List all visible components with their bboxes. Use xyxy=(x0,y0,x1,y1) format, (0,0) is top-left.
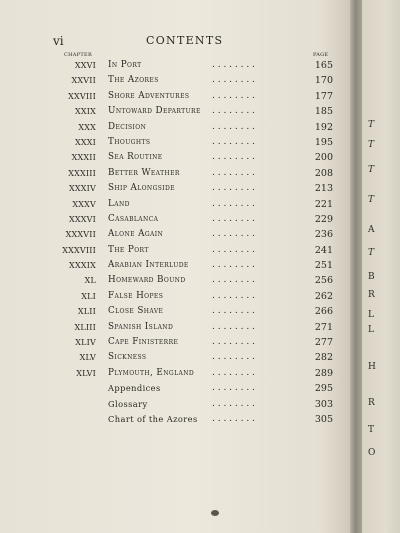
page-title: CONTENTS xyxy=(146,34,224,47)
chapter-title: Plymouth, England xyxy=(108,367,195,378)
page-reference: 295 xyxy=(314,383,333,395)
facing-page-letter: R xyxy=(368,290,375,300)
dot-leaders: . . . . . . . . xyxy=(212,213,255,224)
chapter-title: Cape Finisterre xyxy=(108,337,179,348)
chapter-title: Appendices xyxy=(108,383,161,394)
facing-page-letter: T xyxy=(368,195,375,205)
toc-entry xyxy=(0,212,350,227)
dot-leaders: . . . . . . . . xyxy=(212,398,255,409)
toc-entry xyxy=(0,412,350,427)
chapter-title: Sea Routine xyxy=(108,152,163,163)
facing-page-letter: T xyxy=(368,425,375,435)
toc-entry xyxy=(0,289,350,304)
dot-leaders: . . . . . . . . xyxy=(212,183,255,194)
dot-leaders: . . . . . . . . xyxy=(212,260,255,271)
page-reference: 165 xyxy=(314,60,333,71)
dot-leaders: . . . . . . . . xyxy=(212,136,255,147)
toc-entry xyxy=(0,89,350,104)
toc-entry xyxy=(0,350,350,365)
page-reference: 170 xyxy=(314,75,333,87)
page-reference: 208 xyxy=(314,167,333,179)
chapter-title: Sickness xyxy=(108,352,147,363)
chapter-number: XXVII xyxy=(71,76,96,86)
page-reference: 177 xyxy=(314,90,333,102)
page-reference: 229 xyxy=(314,213,333,225)
page-number: vi xyxy=(53,34,64,48)
toc-entry xyxy=(0,73,350,88)
dot-leaders: . . . . . . . . xyxy=(212,383,255,394)
chapter-title: In Port xyxy=(108,60,142,70)
page-reference: 200 xyxy=(314,152,333,164)
chapter-number: XXXIII xyxy=(68,168,96,178)
toc-entry xyxy=(0,258,350,273)
chapter-title: False Hopes xyxy=(108,290,164,301)
chapter-number: XXXVII xyxy=(65,230,96,240)
chapter-title: Ship Alongside xyxy=(108,183,176,194)
toc-entry xyxy=(0,366,350,381)
chapter-number: XXXVI xyxy=(68,214,96,224)
chapter-number: XLVI xyxy=(76,368,96,378)
chapter-number: XLI xyxy=(81,291,96,301)
toc-entry xyxy=(0,227,350,242)
chapter-title: Close Shave xyxy=(108,306,164,317)
chapter-title: Arabian Interlude xyxy=(108,260,189,271)
toc-entry xyxy=(0,150,350,165)
dot-leaders: . . . . . . . . xyxy=(212,306,255,317)
chapter-title: Spanish Island xyxy=(108,321,174,332)
chapter-number: XXXIX xyxy=(69,261,96,271)
chapter-number: XLV xyxy=(79,353,96,363)
chapter-number: XXIX xyxy=(74,107,96,117)
toc-entry xyxy=(0,120,350,135)
dot-leaders: . . . . . . . . xyxy=(212,152,255,163)
chapter-number: XXXIV xyxy=(68,184,96,194)
toc-entry xyxy=(0,197,350,212)
dot-leaders: . . . . . . . . xyxy=(212,121,255,132)
chapter-title: The Port xyxy=(108,244,149,255)
toc-entry xyxy=(0,181,350,196)
page-column-header: PAGE xyxy=(313,52,329,58)
chapter-title: Untoward Departure xyxy=(108,106,201,117)
dot-leaders: . . . . . . . . xyxy=(212,75,255,86)
chapter-number: XLIV xyxy=(75,338,96,348)
book-gutter xyxy=(350,0,362,533)
dot-leaders: . . . . . . . . xyxy=(212,60,255,70)
facing-page-letter: T xyxy=(368,248,375,258)
toc-entry xyxy=(0,320,350,335)
dot-leaders: . . . . . . . . xyxy=(212,275,255,286)
toc-entry xyxy=(0,381,350,396)
toc-entry xyxy=(0,243,350,258)
page-reference: 241 xyxy=(314,244,333,256)
chapter-number: XXXVIII xyxy=(62,245,96,255)
page-reference: 251 xyxy=(314,260,333,272)
chapter-title: Alone Again xyxy=(108,229,164,240)
dot-leaders: . . . . . . . . xyxy=(212,367,255,378)
toc-entry xyxy=(0,273,350,288)
dot-leaders: . . . . . . . . xyxy=(212,321,255,332)
facing-page-letter: A xyxy=(368,225,375,235)
page-reference: 195 xyxy=(314,136,333,148)
page-reference: 303 xyxy=(314,398,333,410)
toc-entry xyxy=(0,397,350,412)
dot-leaders: . . . . . . . . xyxy=(212,244,255,255)
chapter-title: Land xyxy=(108,198,130,209)
page-reference: 305 xyxy=(314,413,333,425)
chapter-column-header: CHAPTER xyxy=(64,52,93,58)
toc-entry xyxy=(0,304,350,319)
page-reference: 213 xyxy=(314,183,333,195)
dot-leaders: . . . . . . . . xyxy=(212,229,255,240)
chapter-number: XXXI xyxy=(74,137,96,147)
chapter-number: XLII xyxy=(77,307,96,317)
facing-page-letter: L xyxy=(368,325,374,335)
table-of-contents xyxy=(0,58,350,427)
chapter-title: The Azores xyxy=(108,75,159,86)
dot-leaders: . . . . . . . . xyxy=(212,413,255,424)
dot-leaders: . . . . . . . . xyxy=(212,106,255,117)
page-reference: 236 xyxy=(314,229,333,241)
chapter-title: Shore Adventures xyxy=(108,90,190,101)
chapter-number: XXVIII xyxy=(68,91,96,101)
facing-page-letter: B xyxy=(368,272,375,282)
page-reference: 271 xyxy=(314,321,333,333)
toc-entry xyxy=(0,135,350,150)
chapter-number: XLIII xyxy=(74,322,96,332)
page-reference: 185 xyxy=(314,106,333,118)
chapter-title: Glossary xyxy=(108,398,148,409)
toc-entry xyxy=(0,335,350,350)
facing-page-edge xyxy=(362,0,400,533)
page-reference: 221 xyxy=(314,198,333,210)
facing-page-letter: L xyxy=(368,310,374,320)
dot-leaders: . . . . . . . . xyxy=(212,167,255,178)
ink-blot xyxy=(211,510,219,516)
dot-leaders: . . . . . . . . xyxy=(212,290,255,301)
facing-page-letter: T xyxy=(368,140,375,150)
chapter-number: XXVI xyxy=(74,61,96,70)
page-header xyxy=(0,34,350,50)
page-reference: 289 xyxy=(314,367,333,379)
facing-page-letter: H xyxy=(368,362,376,372)
toc-entry xyxy=(0,166,350,181)
page-reference: 192 xyxy=(314,121,333,133)
chapter-title: Casablanca xyxy=(108,213,159,224)
chapter-title: Chart of the Azores xyxy=(108,413,198,424)
page-reference: 282 xyxy=(314,352,333,364)
toc-entry xyxy=(0,58,350,73)
dot-leaders: . . . . . . . . xyxy=(212,337,255,348)
page-reference: 277 xyxy=(314,337,333,349)
dot-leaders: . . . . . . . . xyxy=(212,90,255,101)
page-reference: 262 xyxy=(314,290,333,302)
chapter-number: XXXV xyxy=(72,199,96,209)
chapter-number: XXX xyxy=(78,122,96,132)
facing-page-letter: O xyxy=(368,448,376,458)
facing-page-letter: T xyxy=(368,165,375,175)
chapter-title: Thoughts xyxy=(108,136,151,147)
facing-page-letter: R xyxy=(368,398,375,408)
dot-leaders: . . . . . . . . xyxy=(212,198,255,209)
page-reference: 266 xyxy=(314,306,333,318)
chapter-title: Decision xyxy=(108,121,147,132)
page-reference: 256 xyxy=(314,275,333,287)
toc-entry xyxy=(0,104,350,119)
chapter-title: Better Weather xyxy=(108,167,180,178)
facing-page-letter: T xyxy=(368,120,375,130)
dot-leaders: . . . . . . . . xyxy=(212,352,255,363)
chapter-number: XL xyxy=(84,276,96,286)
chapter-title: Homeward Bound xyxy=(108,275,186,286)
chapter-number: XXXII xyxy=(71,153,96,163)
